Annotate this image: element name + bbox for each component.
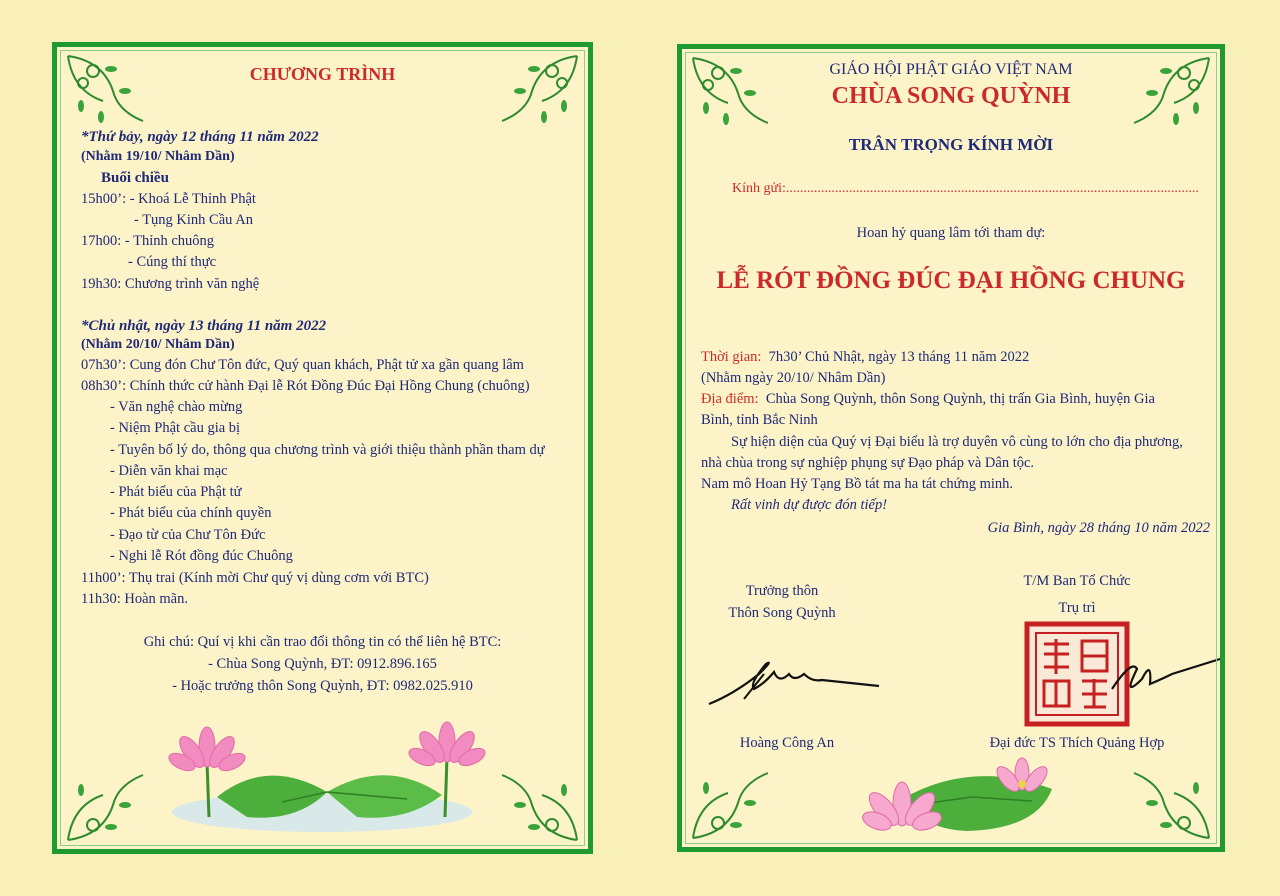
list-item: - Diễn văn khai mạc bbox=[110, 463, 228, 479]
signer-title: Trưởng thôn bbox=[745, 583, 819, 599]
list-item: - Cúng thí thực bbox=[128, 254, 217, 270]
list-item: 17h00: - Thỉnh chuông bbox=[81, 233, 215, 249]
paragraph-line: nhà chùa trong sự nghiệp phụng sự Đạo pháp và Dân tộc. bbox=[701, 455, 1035, 471]
note-line: - Chùa Song Quỳnh, ĐT: 0912.896.165 bbox=[208, 656, 437, 672]
day2-lunar: (Nhằm 20/10/ Nhâm Dần) bbox=[81, 337, 235, 352]
day1-lunar: (Nhằm 19/10/ Nhâm Dần) bbox=[81, 149, 235, 164]
place-value-cont: Bình, tỉnh Bắc Ninh bbox=[701, 412, 818, 428]
signer-name: Hoàng Công An bbox=[739, 735, 835, 751]
recipient-line bbox=[732, 181, 1199, 197]
note-line: - Hoặc trưởng thôn Song Quỳnh, ĐT: 0982.025.910 bbox=[172, 678, 473, 694]
floral-corner-icon bbox=[63, 755, 153, 845]
temple-name: CHÙA SONG QUỲNH bbox=[831, 83, 1071, 109]
list-item: - Phát biểu của Phật tử bbox=[110, 484, 242, 500]
time-line bbox=[701, 349, 1029, 366]
list-item: - Tụng Kinh Cầu An bbox=[134, 212, 253, 228]
recipient-label: Kính gửi: bbox=[732, 181, 786, 196]
list-item: 15h00’: - Khoá Lễ Thỉnh Phật bbox=[81, 191, 256, 207]
list-item: - Đạo từ của Chư Tôn Đức bbox=[110, 527, 266, 543]
honor-line: Rất vinh dự được đón tiếp! bbox=[731, 497, 888, 513]
lunar-date: (Nhằm ngày 20/10/ Nhâm Dần) bbox=[701, 370, 886, 386]
temple-seal-icon bbox=[1022, 619, 1222, 729]
signer-title: Trụ trì bbox=[1058, 600, 1096, 616]
signer-title: T/M Ban Tổ Chức bbox=[1023, 573, 1131, 589]
list-item: - Văn nghệ chào mừng bbox=[110, 399, 243, 415]
floral-corner-icon bbox=[1124, 753, 1214, 843]
event-title: LỄ RÓT ĐỒNG ĐÚC ĐẠI HỒNG CHUNG bbox=[716, 267, 1186, 294]
org-name: GIÁO HỘI PHẬT GIÁO VIỆT NAM bbox=[829, 61, 1073, 78]
list-item: 19h30: Chương trình văn nghệ bbox=[81, 276, 260, 292]
invitation-card bbox=[677, 44, 1225, 852]
day1-heading: *Thứ bảy, ngày 12 tháng 11 năm 2022 bbox=[81, 129, 319, 145]
list-item: 11h30: Hoàn mãn. bbox=[81, 591, 188, 607]
issue-date: Gia Bình, ngày 28 tháng 10 năm 2022 bbox=[987, 520, 1210, 536]
list-item: 11h00’: Thụ trai (Kính mời Chư quý vị dùng cơm với BTC) bbox=[81, 570, 429, 586]
paragraph-line: Nam mô Hoan Hỷ Tạng Bồ tát ma ha tát chứng minh. bbox=[701, 476, 1014, 492]
program-card bbox=[52, 42, 593, 854]
recipient-dots: ...................................................................................................................... bbox=[785, 181, 1199, 196]
floral-corner-icon bbox=[492, 755, 582, 845]
program-title: CHƯƠNG TRÌNH bbox=[249, 64, 396, 84]
time-value: 7h30’ Chủ Nhật, ngày 13 tháng 11 năm 2022 bbox=[768, 349, 1030, 365]
place-value: Chùa Song Quỳnh, thôn Song Quỳnh, thị trấn Gia Bình, huyện Gia bbox=[765, 391, 1155, 407]
note-line: Ghi chú: Quí vị khi cần trao đổi thông tin có thể liên hệ BTC: bbox=[143, 634, 502, 650]
attend-text: Hoan hỷ quang lâm tới tham dự: bbox=[856, 225, 1046, 241]
invite-heading: TRÂN TRỌNG KÍNH MỜI bbox=[848, 135, 1054, 154]
floral-corner-icon bbox=[688, 753, 778, 843]
list-item: - Niệm Phật cầu gia bị bbox=[110, 420, 241, 436]
day2-heading: *Chủ nhật, ngày 13 tháng 11 năm 2022 bbox=[81, 318, 327, 334]
list-item: 07h30’: Cung đón Chư Tôn đức, Quý quan khách, Phật tử xa gần quang lâm bbox=[81, 357, 524, 373]
list-item: - Phát biểu của chính quyền bbox=[110, 505, 272, 521]
place-label: Địa điểm: bbox=[701, 391, 759, 407]
signer-title: Thôn Song Quỳnh bbox=[728, 605, 836, 621]
signer-name: Đại đức TS Thích Quảng Hợp bbox=[989, 735, 1165, 751]
lotus-pond-icon bbox=[157, 707, 487, 837]
session-label: Buổi chiều bbox=[101, 170, 169, 186]
lotus-leaf-icon bbox=[862, 749, 1082, 849]
paragraph-line: Sự hiện diện của Quý vị Đại biểu là trợ duyên vô cùng to lớn cho địa phương, bbox=[731, 434, 1183, 450]
place-line bbox=[701, 391, 1155, 408]
list-item: 08h30’: Chính thức cử hành Đại lễ Rót Đồng Đúc Đại Hồng Chung (chuông) bbox=[81, 378, 530, 394]
time-label: Thời gian: bbox=[701, 349, 762, 365]
signature-icon bbox=[704, 644, 884, 714]
list-item: - Nghi lễ Rót đồng đúc Chuông bbox=[110, 548, 293, 564]
list-item: - Tuyên bố lý do, thông qua chương trình và giới thiệu thành phần tham dự bbox=[110, 442, 545, 458]
